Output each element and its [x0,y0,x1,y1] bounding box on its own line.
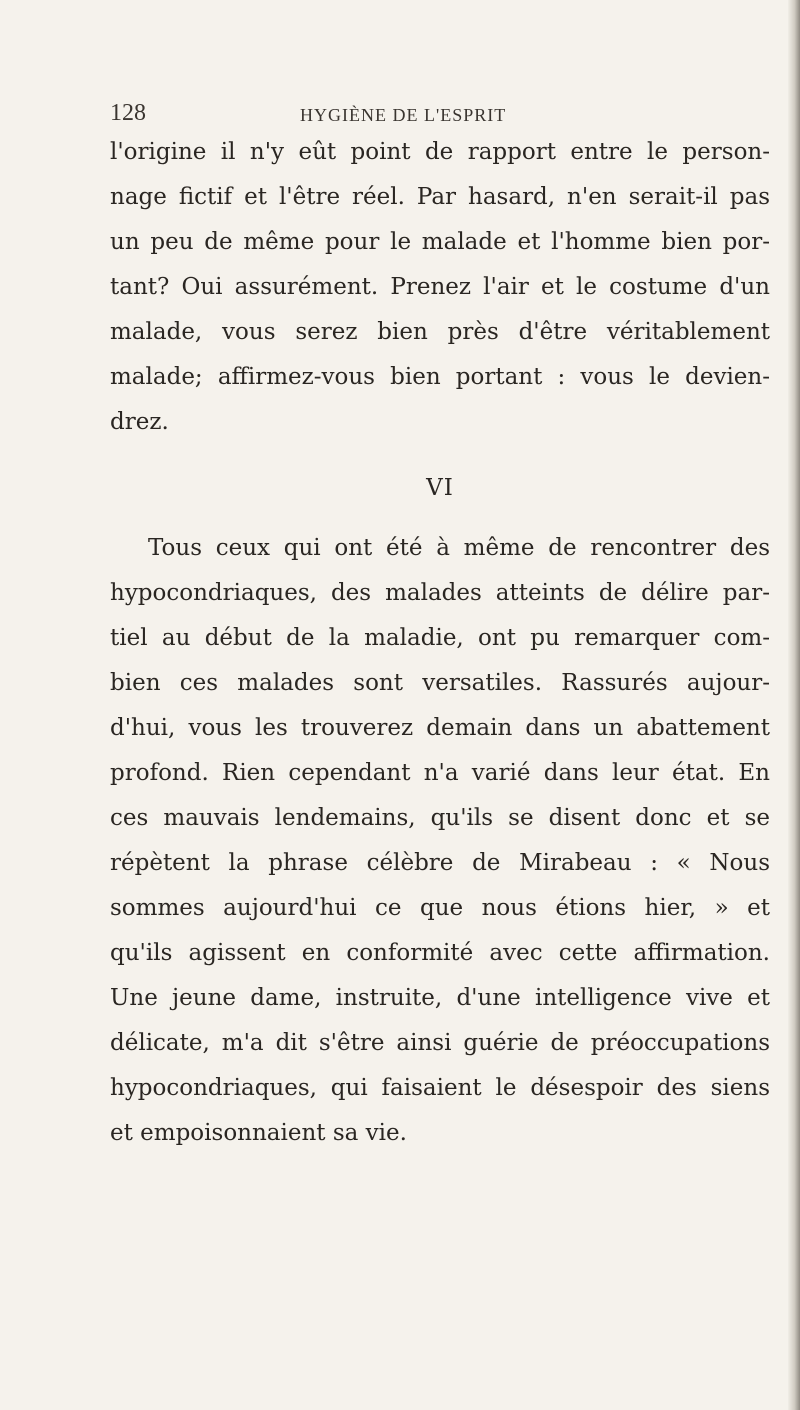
text-line: l'origine il n'y eût point de rapport entre le person- [110,139,770,165]
text-line: profond. Rien cependant n'a varié dans leur état. En [110,760,770,786]
text-line: drez. [110,409,169,435]
text-line: qu'ils agissent en conformité avec cette affirmation. [110,940,770,966]
paragraph-1 [110,130,770,445]
text-line: hypocondriaques, qui faisaient le désespoir des siens [110,1075,770,1101]
text-line: délicate, m'a dit s'être ainsi guérie de préoccupations [110,1030,770,1056]
text-line: Tous ceux qui ont été à même de rencontrer des [148,535,770,561]
text-line: nage fictif et l'être réel. Par hasard, n'en serait-il pas [110,184,770,210]
paragraph-2 [110,526,770,1156]
text-line: ces mauvais lendemains, qu'ils se disent donc et se [110,805,770,831]
text-line: hypocondriaques, des malades atteints de délire par- [110,580,770,606]
text-line: tant? Oui assurément. Prenez l'air et le costume d'un [110,274,770,300]
text-line: sommes aujourd'hui ce que nous étions hier, » et [110,895,770,921]
text-line: malade, vous serez bien près d'être véritablement [110,319,770,345]
running-title: HYGIÈNE DE L'ESPRIT [300,105,507,125]
text-line: et empoisonnaient sa vie. [110,1120,407,1146]
text-line: un peu de même pour le malade et l'homme bien por- [110,229,770,255]
text-line: malade; affirmez-vous bien portant : vous le devien- [110,364,770,390]
page-number: 128 [110,100,146,126]
text-line: d'hui, vous les trouverez demain dans un abattement [110,715,770,741]
page-edge-shadow [788,0,800,1410]
text-line: bien ces malades sont versatiles. Rassurés aujour- [110,670,770,696]
text-line: Une jeune dame, instruite, d'une intelligence vive et [110,985,770,1011]
text-line: répètent la phrase célèbre de Mirabeau : « Nous [110,850,770,876]
section-heading: VI [426,475,454,501]
text-line: tiel au début de la maladie, ont pu remarquer com- [110,625,770,651]
